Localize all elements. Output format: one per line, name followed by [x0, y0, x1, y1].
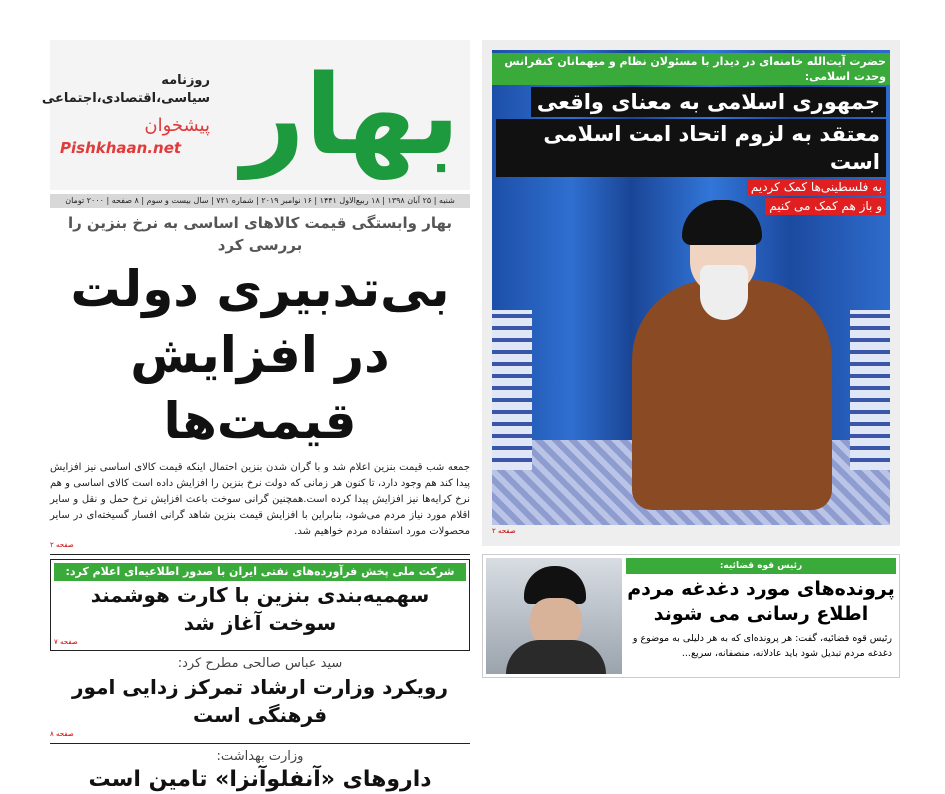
masthead-tags — [41, 73, 210, 157]
left-column — [41, 40, 470, 794]
top-story-text — [492, 53, 890, 215]
story3-page-ref[interactable]: صفحه ۸ — [50, 730, 74, 738]
story5-kicker: رئیس قوه قضائیه: — [626, 558, 896, 574]
story2-kicker: شرکت ملی پخش فرآورده‌های نفتی ایران با صدور اطلاعیه‌ای اعلام کرد: — [54, 563, 466, 581]
judiciary-chief-photo — [486, 558, 622, 674]
lead-body-text: جمعه شب قیمت بنزین اعلام شد و با گران شدن بنزین احتمال اینکه قیمت کالای اساسی نیز افزایش پیدا کند هم وجود دارد، تا کنون هر زمانی که دولت نرخ بنزین را افزایش داده است کالای اساسی و هم نرخ کرایه‌ها نیز افزایش پیدا کرده است.همچنین گرانی سوخت باعث افزایش نرخ حمل و نقل و سایر اقلام مورد نیاز مردم می‌شود، بنابراین با افزایش قیمت بنزین شاهد گرانی افسار گسیخته‌ای در سایر محصولات مورد استفاده مردم خواهیم شد. — [50, 462, 470, 537]
masthead — [41, 40, 470, 190]
story4 — [50, 748, 470, 794]
story2-headline[interactable]: سهمیه‌بندی بنزین با کارت هوشمند سوخت آغاز شد — [90, 583, 430, 635]
right-column — [482, 40, 900, 678]
lead-body — [50, 460, 470, 550]
story3-headline[interactable]: رویکرد وزارت ارشاد تمرکز زدایی امور فرهنگی است — [72, 675, 448, 727]
divider — [50, 743, 470, 744]
story5-body: رئیس قوه قضائیه، گفت: هر پرونده‌ای که به هر دلیلی به موضوع و دغدغه مردم تبدیل شود باید عادلانه، منصفانه، سریع... — [632, 633, 892, 659]
lead-kicker: بهار وابستگی قیمت کالاهای اساسی به نرخ بنزین را بررسی کرد — [67, 214, 453, 254]
newspaper-logo: بهار — [241, 51, 460, 179]
top-headline-1[interactable]: جمهوری اسلامی به معنای واقعی — [531, 87, 886, 117]
story4-headline[interactable]: داروهای «آنفلوآنزا» تامین است — [88, 767, 432, 792]
story2-page-ref[interactable]: صفحه ۷ — [54, 638, 78, 646]
top-sub-2: و باز هم کمک می کنیم — [765, 198, 886, 215]
story-judiciary — [482, 554, 900, 678]
watermark: Pishkhaan.net — [60, 139, 182, 157]
top-story-page-ref[interactable]: صفحه ۲ — [492, 527, 516, 535]
divider — [50, 554, 470, 555]
story3 — [50, 655, 470, 739]
leader-photo — [492, 50, 890, 525]
figure-beard — [700, 265, 748, 320]
masthead-subtitle: سیاسی،اقتصادی،اجتماعی — [41, 91, 210, 106]
watermark-fa: پیشخوان — [144, 115, 210, 136]
masthead-label: روزنامه — [161, 73, 210, 88]
chair — [492, 310, 532, 470]
lead-page-ref[interactable]: صفحه ۲ — [50, 541, 74, 549]
top-headline-2[interactable]: معتقد به لزوم اتحاد امت اسلامی است — [496, 119, 886, 177]
story3-kicker: سید عباس صالحی مطرح کرد: — [177, 656, 343, 671]
dateline: شنبه | ۲۵ آبان ۱۳۹۸ | ۱۸ ربیع‌الاول ۱۴۴۱ | ۱۶ نوامبر ۲۰۱۹ | شماره ۷۲۱ | سال بیست و سوم | ۸ صفحه | ۲۰۰۰ تومان — [50, 194, 470, 208]
top-sub-1: به فلسطینی‌ها کمک کردیم — [747, 179, 886, 196]
lead-headline — [50, 256, 470, 454]
lead-headline-1: بی‌تدبیری دولت — [70, 260, 450, 318]
story5 — [626, 558, 896, 674]
top-story — [482, 40, 900, 546]
story4-kicker: وزارت بهداشت: — [216, 749, 304, 764]
lead-headline-2: در افزایش قیمت‌ها — [130, 326, 390, 450]
top-story-kicker: حضرت آیت‌الله خامنه‌ای در دیدار با مسئولان نظام و میهمانان کنفرانس وحدت اسلامی: — [492, 53, 890, 85]
chair — [850, 310, 890, 470]
story5-headline-1[interactable]: پرونده‌های مورد دغدغه مردم — [627, 578, 895, 600]
story5-headline-2[interactable]: اطلاع رسانی می شوند — [653, 603, 869, 625]
robe — [506, 640, 606, 674]
story-fuel-card — [50, 559, 470, 651]
